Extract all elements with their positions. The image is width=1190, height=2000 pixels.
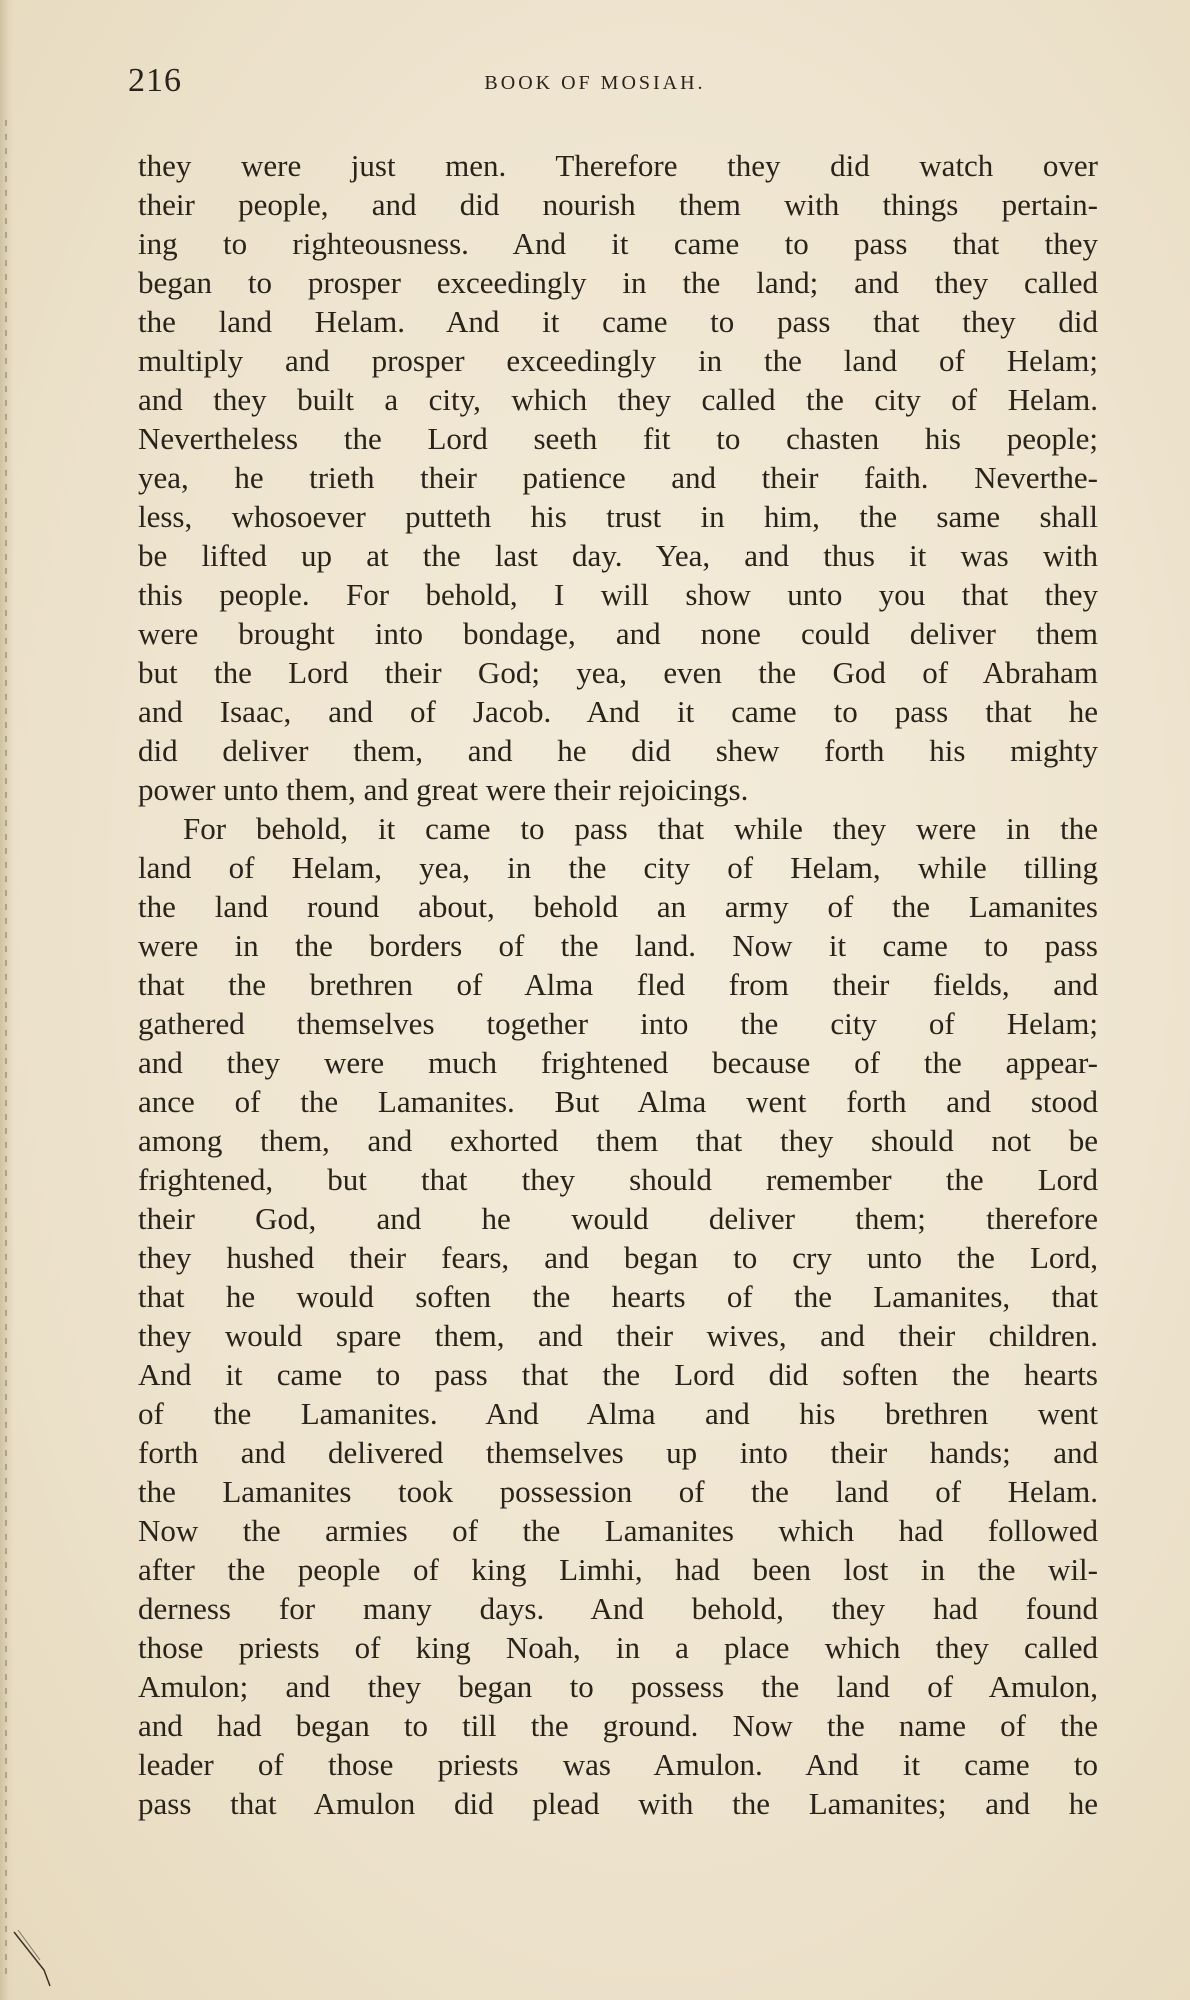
text-line: yea, he trieth their patience and their faith. Neverthe- [138,460,1098,495]
text-line: their God, and he would deliver them; therefore [138,1201,1098,1236]
text-line: be lifted up at the last day. Yea, and thus it was with [138,538,1098,573]
paragraph-2 [138,809,1098,1823]
text-line: did deliver them, and he did shew forth his mighty [138,733,1098,768]
text-line: those priests of king Noah, in a place which they called [138,1630,1098,1665]
text-line: land of Helam, yea, in the city of Helam, while tilling [138,850,1098,885]
binding-stitch-marks [5,120,7,1980]
text-line: gathered themselves together into the city of Helam; [138,1006,1098,1041]
text-line: multiply and prosper exceedingly in the land of Helam; [138,343,1098,378]
text-line: For behold, it came to pass that while they were in the [183,811,1098,846]
page-header [0,62,1190,112]
text-line: were brought into bondage, and none could deliver them [138,616,1098,651]
text-line: that the brethren of Alma fled from their fields, and [138,967,1098,1002]
text-line: began to prosper exceedingly in the land; and they called [138,265,1098,300]
text-line: Nevertheless the Lord seeth fit to chasten his people; [138,421,1098,456]
text-line: forth and delivered themselves up into their hands; and [138,1435,1098,1470]
text-line: that he would soften the hearts of the Lamanites, that [138,1279,1098,1314]
text-line: And it came to pass that the Lord did soften the hearts [138,1357,1098,1392]
text-line: ing to righteousness. And it came to pass that they [138,226,1098,261]
text-line: Amulon; and they began to possess the land of Amulon, [138,1669,1098,1704]
text-line: Now the armies of the Lamanites which had followed [138,1513,1098,1548]
running-head: BOOK OF MOSIAH. [484,72,706,94]
paragraph-1 [138,146,1098,809]
text-line: among them, and exhorted them that they should not be [138,1123,1098,1158]
text-line: and they built a city, which they called the city of Helam. [138,382,1098,417]
page-corner-mark [10,1930,70,1990]
text-line: frightened, but that they should remember the Lord [138,1162,1098,1197]
text-line: but the Lord their God; yea, even the God of Abraham [138,655,1098,690]
text-line: the land Helam. And it came to pass that they did [138,304,1098,339]
text-line: of the Lamanites. And Alma and his brethren went [138,1396,1098,1431]
text-line: and Isaac, and of Jacob. And it came to pass that he [138,694,1098,729]
page-binding-edge [0,0,14,2000]
text-line: after the people of king Limhi, had been lost in the wil- [138,1552,1098,1587]
text-line: their people, and did nourish them with things pertain- [138,187,1098,222]
text-line: they were just men. Therefore they did watch over [138,148,1098,183]
text-line: the Lamanites took possession of the land of Helam. [138,1474,1098,1509]
text-line: derness for many days. And behold, they had found [138,1591,1098,1626]
text-line: power unto them, and great were their rejoicings. [138,772,749,807]
text-line: pass that Amulon did plead with the Lamanites; and he [138,1786,1098,1821]
text-line: less, whosoever putteth his trust in him, the same shall [138,499,1098,534]
text-line: were in the borders of the land. Now it came to pass [138,928,1098,963]
text-line: they would spare them, and their wives, and their children. [138,1318,1098,1353]
page-number: 216 [128,62,182,99]
text-line: and had began to till the ground. Now the name of the [138,1708,1098,1743]
text-line: this people. For behold, I will show unto you that they [138,577,1098,612]
text-line: the land round about, behold an army of the Lamanites [138,889,1098,924]
text-line: leader of those priests was Amulon. And it came to [138,1747,1098,1782]
text-line: and they were much frightened because of the appear- [138,1045,1098,1080]
text-line: they hushed their fears, and began to cry unto the Lord, [138,1240,1098,1275]
text-line: ance of the Lamanites. But Alma went forth and stood [138,1084,1098,1119]
body-text [138,146,1098,1823]
